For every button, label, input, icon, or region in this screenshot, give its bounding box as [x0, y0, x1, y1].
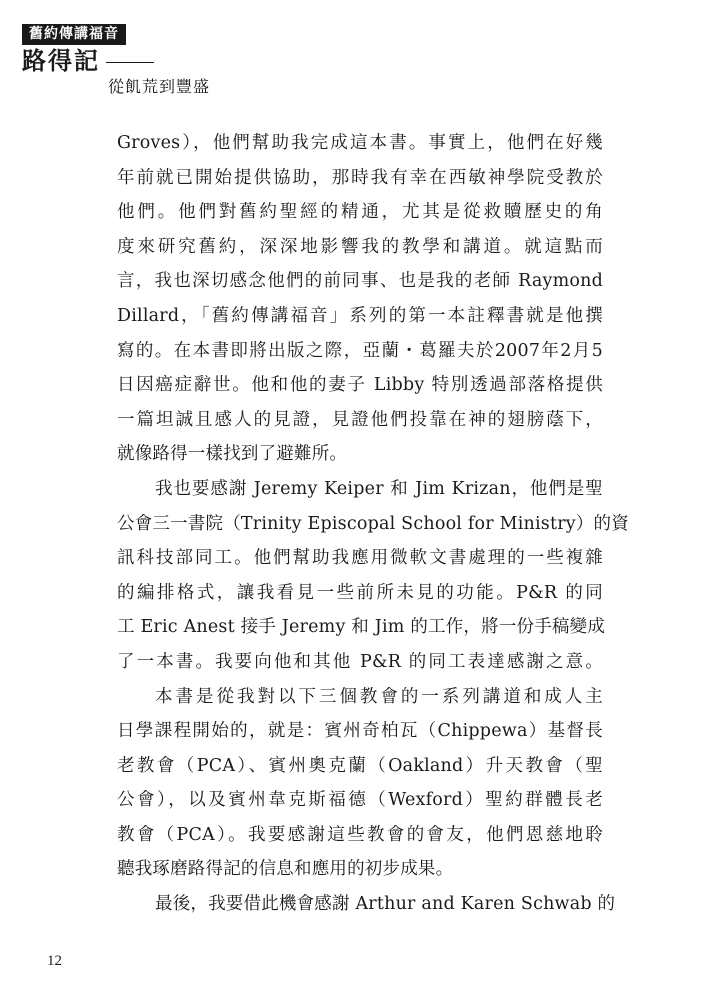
- text-line: 工 Eric Anest 接手 Jeremy 和 Jim 的工作，將一份手稿變成: [117, 617, 606, 638]
- text-line: 他們。他們對舊約聖經的精通，尤其是從救贖歷史的角: [117, 202, 603, 223]
- paragraph-first-line: 本書是從我對以下三個教會的一系列講道和成人主: [155, 686, 603, 707]
- text-line: 老教會（PCA）、賓州奧克蘭（Oakland）升天教會（聖: [117, 755, 603, 776]
- text-line: 聽我琢磨路得記的信息和應用的初步成果。: [117, 859, 454, 880]
- text-line: 日因癌症辭世。他和他的妻子 Libby 特別透過部落格提供: [117, 375, 603, 396]
- title-dash-rule: [106, 62, 154, 63]
- body-text: [117, 126, 629, 922]
- page-number: 12: [47, 953, 62, 969]
- text-line: 教會（PCA）。我要感謝這些教會的會友，他們恩慈地聆: [117, 824, 603, 845]
- text-line: 寫的。在本書即將出版之際，亞蘭・葛羅夫於2007年2月5: [117, 340, 603, 361]
- text-line: 度來研究舊約，深深地影響我的教學和講道。就這點而: [117, 236, 603, 257]
- text-line: 就像路得一樣找到了避難所。: [117, 444, 348, 465]
- paragraph-first-line: 最後，我要借此機會感謝 Arthur and Karen Schwab 的: [155, 894, 616, 915]
- series-label: 舊約傳講福音: [22, 24, 126, 45]
- text-line: Dillard，「舊約傳講福音」系列的第一本註釋書就是他撰: [117, 305, 603, 326]
- book-subtitle: 從飢荒到豐盛: [108, 77, 211, 96]
- text-line: 訊科技部同工。他們幫助我應用微軟文書處理的一些複雜: [117, 548, 603, 569]
- text-line: 的編排格式，讓我看見一些前所未見的功能。P&R 的同: [117, 582, 603, 603]
- text-line: 公會三一書院（Trinity Episcopal School for Ministry）的資: [117, 513, 629, 534]
- text-line: 公會），以及賓州韋克斯福德（Wexford）聖約群體長老: [117, 790, 603, 811]
- text-line: Groves），他們幫助我完成這本書。事實上，他們在好幾: [117, 133, 603, 153]
- book-title-text: 路得記: [22, 46, 100, 75]
- text-line: 年前就已開始提供協助，那時我有幸在西敏神學院受教於: [117, 167, 603, 188]
- text-line: 一篇坦誠且感人的見證，見證他們投靠在神的翅膀蔭下，: [117, 409, 603, 430]
- text-line: 言，我也深切感念他們的前同事、也是我的老師 Raymond: [117, 271, 603, 292]
- text-line: 日學課程開始的，就是：賓州奇柏瓦（Chippewa）基督長: [117, 721, 603, 742]
- book-title: [22, 45, 154, 77]
- paragraph-first-line: 我也要感謝 Jeremy Keiper 和 Jim Krizan，他們是聖: [155, 478, 603, 499]
- text-line: 了一本書。我要向他和其他 P&R 的同工表達感謝之意。: [117, 651, 603, 672]
